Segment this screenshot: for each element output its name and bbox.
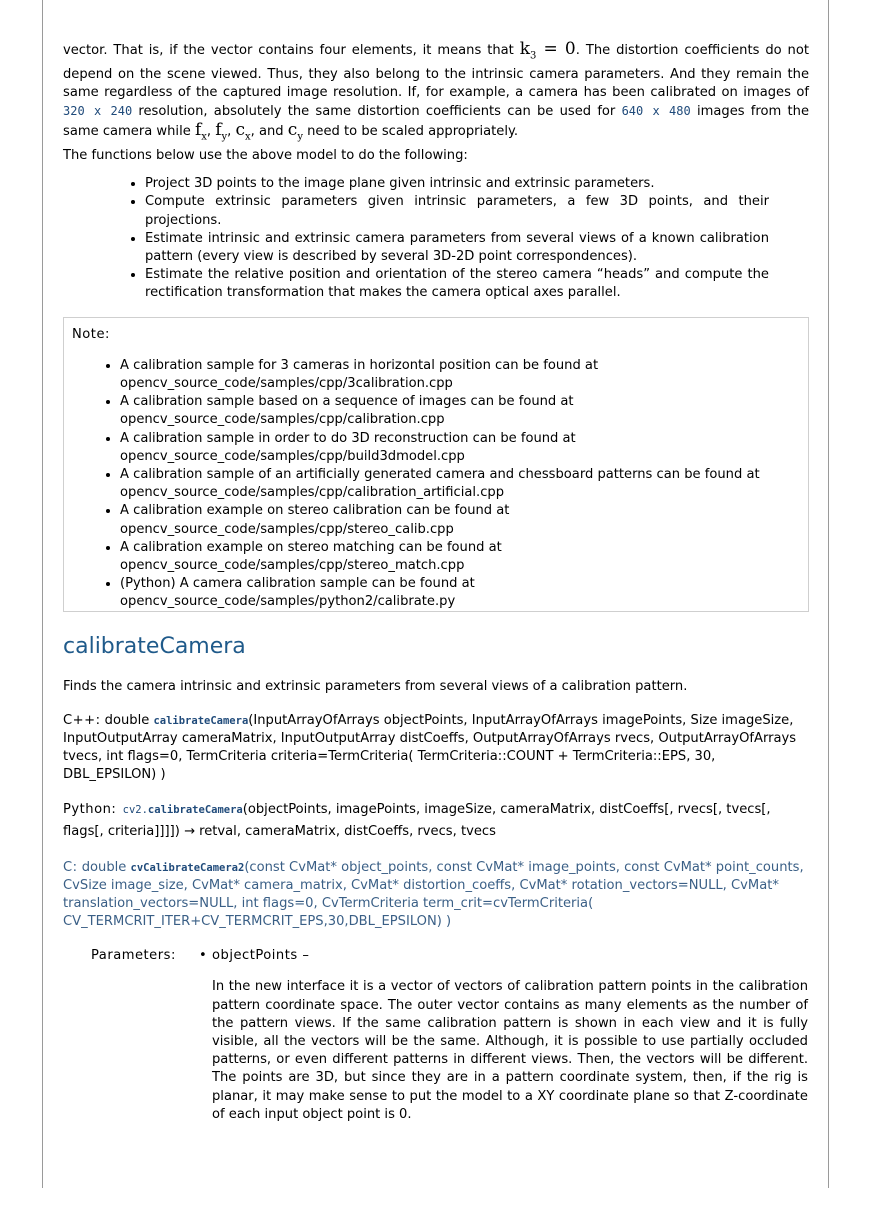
c-function-name: cvCalibrateCamera2	[130, 861, 245, 874]
list-item: • A calibration example on stereo matching can be found at opencv_source_code/samples/cpp/stereo_match.cpp	[120, 539, 800, 575]
resolution-320x240: 320 x 240	[63, 104, 133, 118]
resolution-640x480: 640 x 480	[621, 104, 691, 118]
list-item: • A calibration example on stereo calibration can be found at opencv_source_code/samples/cpp/stereo_calib.cpp	[120, 502, 800, 538]
bullet-icon: •	[199, 948, 207, 964]
list-item: • Estimate the relative position and orientation of the stereo camera “heads” and compute the rectification transformation that makes the camera optical axes parallel.	[145, 266, 809, 302]
list-item: • Estimate intrinsic and extrinsic camera parameters from several views of a known calibration pattern (every view is described by several 3D-2D point correspondences).	[145, 230, 809, 266]
list-item: • A calibration sample of an artificially generated camera and chessboard patterns can be found at opencv_source_code/samples/cpp/calibration_artificial.cpp	[120, 466, 800, 502]
section-title: calibrateCamera	[63, 633, 246, 659]
list-item: • (Python) A camera calibration sample can be found at opencv_source_code/samples/python2/calibrate.py	[120, 575, 800, 611]
python-function-name: calibrateCamera	[147, 803, 243, 816]
sample-path-link[interactable]: opencv_source_code/samples/cpp/stereo_match.cpp	[120, 558, 465, 574]
note-list	[72, 357, 800, 612]
note-label: Note:	[72, 326, 110, 342]
functions-intro: The functions below use the above model to do the following:	[63, 148, 468, 163]
k3-formula: $k_3 = 0$	[519, 39, 576, 62]
sample-path-link[interactable]: opencv_source_code/samples/cpp/stereo_calib.cpp	[120, 521, 454, 537]
cpp-function-name: calibrateCamera	[153, 714, 249, 727]
page-border-right	[828, 0, 829, 1188]
document-content	[63, 40, 809, 1127]
parameters-label: Parameters:	[91, 948, 176, 964]
param-name: objectPoints –	[212, 948, 310, 964]
intro-paragraph: vector. That is, if the vector contains four elements, it means that $k_3 = 0$. The distortion coefficients do not depend on the scene viewed. Thus, they also belong to the intrinsic camera parameters. And they remain the same regardless of the captured image resolution. If, for example, a camera has been calibrated on images of 320 x 240 resolution, absolutely the same distortion coefficients can be used for 640 x 480 images from the same camera while $f_x$, $f_y$, $c_x$, and $c_y$ need to be scaled appropriately.	[63, 39, 809, 143]
section-description: Finds the camera intrinsic and extrinsic parameters from several views of a calibration pattern.	[63, 678, 688, 694]
cpp-label: C++:	[63, 712, 101, 728]
list-item: • Compute extrinsic parameters given intrinsic parameters, a few 3D points, and their projections.	[145, 193, 809, 229]
python-signature: Python: cv2.calibrateCamera(objectPoints, imagePoints, imageSize, cameraMatrix, distCoeffs[, rvecs[, tvecs[, flags[, criteria]]]]) → retval, cameraMatrix, distCoeffs, rvecs, tvecs	[63, 801, 771, 839]
param-description: In the new interface it is a vector of vectors of calibration pattern points in the calibration pattern coordinate space. The outer vector contains as many elements as the number of the pattern views. If the same calibration pattern is shown in each view and it is fully visible, all the vectors will be the same. Although, it is possible to use partially occluded patterns, or even different patterns in different views. Then, the vectors will be different. The points are 3D, but since they are in a pattern coordinate system, then, if the rig is planar, it may make sense to put the model to a XY coordinate plane so that Z-coordinate of each input object point is 0.	[212, 979, 808, 1122]
list-item: • Project 3D points to the image plane given intrinsic and extrinsic parameters.	[145, 175, 809, 193]
sample-path-link[interactable]: opencv_source_code/samples/cpp/calibration.cpp	[120, 412, 445, 428]
list-item: • A calibration sample for 3 cameras in horizontal position can be found at opencv_source_code/samples/cpp/3calibration.cpp	[120, 357, 800, 393]
sample-path-link[interactable]: opencv_source_code/samples/cpp/3calibration.cpp	[120, 376, 453, 392]
parameters-block	[63, 947, 809, 1127]
list-item: • A calibration sample based on a sequence of images can be found at opencv_source_code/samples/cpp/calibration.cpp	[120, 393, 800, 429]
python-label: Python:	[63, 801, 117, 817]
sample-path-link[interactable]: opencv_source_code/samples/python2/calibrate.py	[120, 594, 456, 610]
sample-path-link[interactable]: opencv_source_code/samples/cpp/calibration_artificial.cpp	[120, 485, 505, 501]
cpp-signature: C++: double calibrateCamera(InputArrayOfArrays objectPoints, InputArrayOfArrays imagePoints, Size imageSize, InputOutputArray cameraMatrix, InputOutputArray distCoeffs, OutputArrayOfArrays rvecs, OutputArrayOfArrays tvecs, int flags=0, TermCriteria criteria=TermCriteria( TermCriteria::COUNT + TermCriteria::EPS, 30, DBL_EPSILON) )	[63, 712, 797, 783]
c-signature: C: double cvCalibrateCamera2(const CvMat* object_points, const CvMat* image_points, const CvMat* point_counts, CvSize image_size, CvMat* camera_matrix, CvMat* distortion_coeffs, CvMat* rotation_vectors=NULL, CvMat* translation_vectors=NULL, int flags=0, CvTermCriteria term_crit=cvTermCriteria( CV_TERMCRIT_ITER+CV_TERMCRIT_EPS,30,DBL_EPSILON) )	[63, 859, 804, 930]
page-border-left	[42, 0, 43, 1188]
list-item: • A calibration sample in order to do 3D reconstruction can be found at opencv_source_code/samples/cpp/build3dmodel.cpp	[120, 430, 800, 466]
note-box	[63, 317, 809, 612]
c-label: C:	[63, 859, 78, 875]
sample-path-link[interactable]: opencv_source_code/samples/cpp/build3dmodel.cpp	[120, 448, 465, 464]
functions-list	[63, 175, 809, 302]
